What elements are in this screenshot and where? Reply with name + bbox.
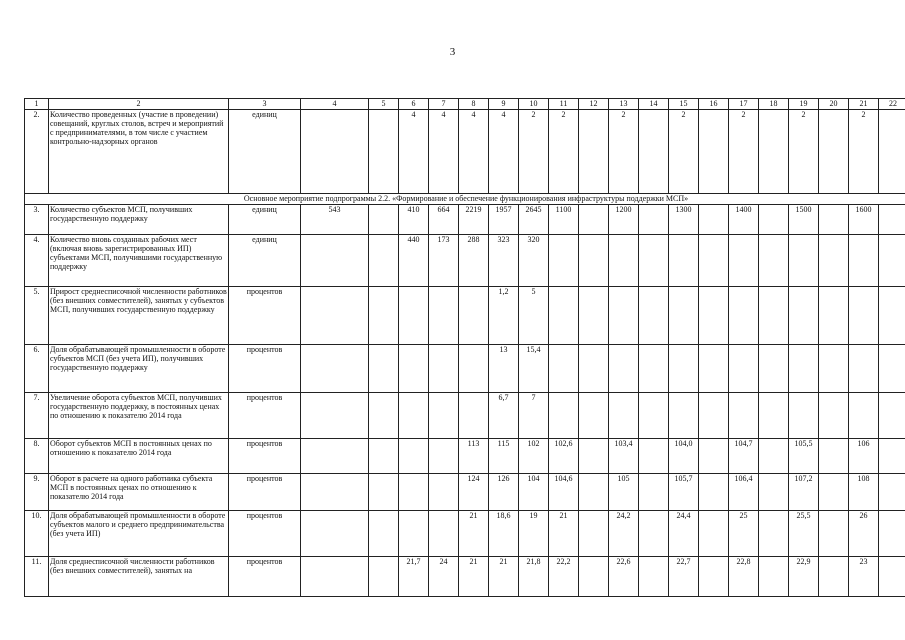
value-cell: 1500 bbox=[789, 205, 819, 235]
value-cell bbox=[549, 393, 579, 439]
value-cell: 21 bbox=[549, 511, 579, 557]
value-cell: 6,7 bbox=[489, 393, 519, 439]
value-cell: 1,2 bbox=[489, 287, 519, 345]
value-cell: 126 bbox=[489, 474, 519, 511]
column-header: 21 bbox=[849, 99, 879, 110]
value-cell bbox=[579, 511, 609, 557]
value-cell: 2 bbox=[849, 110, 879, 194]
value-cell bbox=[579, 235, 609, 287]
table-row bbox=[25, 511, 905, 557]
value-cell bbox=[879, 439, 905, 474]
value-cell bbox=[849, 393, 879, 439]
value-cell: 2 bbox=[549, 110, 579, 194]
indicator-name: Количество проведенных (участие в проведении) совещаний, круглых столов, встреч и мероприятий с предпринимателями, в том числе с участием контрольно-надзорных органов bbox=[49, 110, 229, 194]
value-cell bbox=[759, 110, 789, 194]
value-cell bbox=[399, 287, 429, 345]
value-cell: 19 bbox=[519, 511, 549, 557]
value-cell bbox=[369, 110, 399, 194]
table-row bbox=[25, 557, 905, 597]
value-cell bbox=[699, 205, 729, 235]
value-cell bbox=[609, 393, 639, 439]
value-cell bbox=[759, 474, 789, 511]
value-cell: 2219 bbox=[459, 205, 489, 235]
value-cell bbox=[639, 287, 669, 345]
value-cell bbox=[759, 345, 789, 393]
value-cell: 102,6 bbox=[549, 439, 579, 474]
column-header: 14 bbox=[639, 99, 669, 110]
value-cell: 410 bbox=[399, 205, 429, 235]
value-cell bbox=[639, 110, 669, 194]
value-cell bbox=[819, 205, 849, 235]
value-cell bbox=[579, 110, 609, 194]
value-cell: 2 bbox=[519, 110, 549, 194]
value-cell: 18,6 bbox=[489, 511, 519, 557]
value-cell: 7 bbox=[519, 393, 549, 439]
value-cell bbox=[399, 474, 429, 511]
value-cell: 13 bbox=[489, 345, 519, 393]
value-cell bbox=[759, 557, 789, 597]
value-cell bbox=[639, 235, 669, 287]
value-cell bbox=[699, 345, 729, 393]
value-cell: 113 bbox=[459, 439, 489, 474]
value-cell: 25 bbox=[729, 511, 759, 557]
value-cell bbox=[579, 474, 609, 511]
value-cell: 105,5 bbox=[789, 439, 819, 474]
value-cell bbox=[369, 557, 399, 597]
value-cell bbox=[759, 439, 789, 474]
value-cell: 2 bbox=[669, 110, 699, 194]
column-header: 10 bbox=[519, 99, 549, 110]
value-cell bbox=[549, 235, 579, 287]
value-cell: 26 bbox=[849, 511, 879, 557]
value-cell bbox=[669, 345, 699, 393]
unit-cell: процентов bbox=[229, 287, 301, 345]
column-header: 9 bbox=[489, 99, 519, 110]
value-cell bbox=[879, 393, 905, 439]
table-row bbox=[25, 287, 905, 345]
column-header: 2 bbox=[49, 99, 229, 110]
column-header: 19 bbox=[789, 99, 819, 110]
column-header: 15 bbox=[669, 99, 699, 110]
unit-cell: процентов bbox=[229, 393, 301, 439]
value-cell: 115 bbox=[489, 439, 519, 474]
column-header: 20 bbox=[819, 99, 849, 110]
unit-cell: процентов bbox=[229, 345, 301, 393]
row-number: 11. bbox=[25, 557, 49, 597]
value-cell bbox=[639, 439, 669, 474]
indicator-name: Доля обрабатывающей промышленности в обороте субъектов МСП (без учета ИП), получивших государственную поддержку bbox=[49, 345, 229, 393]
value-cell bbox=[429, 511, 459, 557]
value-cell bbox=[579, 205, 609, 235]
value-cell bbox=[669, 235, 699, 287]
value-cell bbox=[369, 205, 399, 235]
value-cell: 25,5 bbox=[789, 511, 819, 557]
value-cell bbox=[699, 439, 729, 474]
value-cell bbox=[759, 393, 789, 439]
value-cell: 543 bbox=[301, 205, 369, 235]
value-cell bbox=[609, 287, 639, 345]
value-cell bbox=[609, 345, 639, 393]
value-cell: 4 bbox=[399, 110, 429, 194]
value-cell bbox=[429, 393, 459, 439]
value-cell: 106,4 bbox=[729, 474, 759, 511]
value-cell bbox=[301, 235, 369, 287]
value-cell bbox=[639, 474, 669, 511]
value-cell: 1200 bbox=[609, 205, 639, 235]
column-header: 7 bbox=[429, 99, 459, 110]
column-header: 1 bbox=[25, 99, 49, 110]
unit-cell: единиц bbox=[229, 235, 301, 287]
value-cell bbox=[429, 345, 459, 393]
value-cell bbox=[759, 287, 789, 345]
value-cell bbox=[579, 439, 609, 474]
value-cell bbox=[369, 439, 399, 474]
value-cell bbox=[459, 345, 489, 393]
value-cell bbox=[579, 557, 609, 597]
value-cell bbox=[699, 393, 729, 439]
table-row bbox=[25, 393, 905, 439]
value-cell bbox=[819, 110, 849, 194]
value-cell bbox=[759, 205, 789, 235]
value-cell bbox=[301, 557, 369, 597]
value-cell bbox=[579, 287, 609, 345]
value-cell: 1300 bbox=[669, 205, 699, 235]
value-cell bbox=[369, 393, 399, 439]
value-cell bbox=[669, 287, 699, 345]
value-cell bbox=[639, 557, 669, 597]
value-cell bbox=[879, 557, 905, 597]
value-cell bbox=[699, 557, 729, 597]
row-number: 4. bbox=[25, 235, 49, 287]
value-cell bbox=[789, 345, 819, 393]
value-cell: 104 bbox=[519, 474, 549, 511]
value-cell bbox=[819, 393, 849, 439]
value-cell bbox=[849, 345, 879, 393]
value-cell bbox=[399, 511, 429, 557]
value-cell: 21,7 bbox=[399, 557, 429, 597]
value-cell bbox=[301, 393, 369, 439]
indicator-name: Увеличение оборота субъектов МСП, получивших государственную поддержку, в постоянных ценах по отношению к показателю 2014 года bbox=[49, 393, 229, 439]
value-cell bbox=[369, 345, 399, 393]
value-cell bbox=[819, 511, 849, 557]
value-cell bbox=[639, 511, 669, 557]
column-header: 8 bbox=[459, 99, 489, 110]
value-cell: 22,8 bbox=[729, 557, 759, 597]
section-title: Основное мероприятие подпрограммы 2.2. «Формирование и обеспечение функционирования инфраструктуры поддержки МСП» bbox=[25, 194, 905, 205]
row-number: 7. bbox=[25, 393, 49, 439]
value-cell: 102 bbox=[519, 439, 549, 474]
value-cell bbox=[879, 235, 905, 287]
value-cell bbox=[301, 287, 369, 345]
value-cell bbox=[699, 110, 729, 194]
value-cell bbox=[729, 393, 759, 439]
unit-cell: единиц bbox=[229, 110, 301, 194]
column-header: 6 bbox=[399, 99, 429, 110]
table-row bbox=[25, 474, 905, 511]
value-cell bbox=[429, 287, 459, 345]
value-cell bbox=[699, 511, 729, 557]
value-cell bbox=[549, 345, 579, 393]
value-cell: 24,4 bbox=[669, 511, 699, 557]
value-cell: 1957 bbox=[489, 205, 519, 235]
value-cell: 105,7 bbox=[669, 474, 699, 511]
value-cell: 2 bbox=[789, 110, 819, 194]
indicators-table bbox=[24, 98, 905, 597]
value-cell: 21 bbox=[459, 511, 489, 557]
value-cell bbox=[399, 393, 429, 439]
table-row bbox=[25, 439, 905, 474]
value-cell bbox=[639, 205, 669, 235]
value-cell bbox=[609, 235, 639, 287]
column-header: 22 bbox=[879, 99, 905, 110]
value-cell: 105 bbox=[609, 474, 639, 511]
value-cell bbox=[669, 393, 699, 439]
value-cell bbox=[819, 345, 849, 393]
value-cell bbox=[879, 205, 905, 235]
indicator-name: Количество субъектов МСП, получивших государственную поддержку bbox=[49, 205, 229, 235]
value-cell: 1600 bbox=[849, 205, 879, 235]
value-cell: 104,7 bbox=[729, 439, 759, 474]
value-cell bbox=[729, 287, 759, 345]
value-cell: 103,4 bbox=[609, 439, 639, 474]
row-number: 8. bbox=[25, 439, 49, 474]
value-cell: 2 bbox=[729, 110, 759, 194]
value-cell: 24,2 bbox=[609, 511, 639, 557]
value-cell bbox=[579, 393, 609, 439]
value-cell bbox=[429, 439, 459, 474]
value-cell bbox=[819, 235, 849, 287]
value-cell: 4 bbox=[459, 110, 489, 194]
column-number-row bbox=[25, 99, 905, 110]
column-header: 17 bbox=[729, 99, 759, 110]
value-cell: 2 bbox=[609, 110, 639, 194]
column-header: 18 bbox=[759, 99, 789, 110]
value-cell bbox=[639, 345, 669, 393]
value-cell: 104,0 bbox=[669, 439, 699, 474]
value-cell: 323 bbox=[489, 235, 519, 287]
value-cell bbox=[849, 287, 879, 345]
column-header: 12 bbox=[579, 99, 609, 110]
value-cell bbox=[789, 235, 819, 287]
value-cell bbox=[819, 439, 849, 474]
value-cell: 108 bbox=[849, 474, 879, 511]
page-number: 3 bbox=[449, 46, 456, 58]
unit-cell: процентов bbox=[229, 557, 301, 597]
value-cell bbox=[819, 557, 849, 597]
value-cell bbox=[639, 393, 669, 439]
value-cell bbox=[399, 345, 429, 393]
value-cell bbox=[879, 511, 905, 557]
column-header: 16 bbox=[699, 99, 729, 110]
value-cell bbox=[879, 474, 905, 511]
value-cell bbox=[759, 511, 789, 557]
value-cell: 288 bbox=[459, 235, 489, 287]
value-cell bbox=[459, 393, 489, 439]
unit-cell: процентов bbox=[229, 511, 301, 557]
value-cell: 4 bbox=[489, 110, 519, 194]
value-cell bbox=[789, 393, 819, 439]
column-header: 11 bbox=[549, 99, 579, 110]
value-cell bbox=[369, 287, 399, 345]
value-cell: 104,6 bbox=[549, 474, 579, 511]
value-cell bbox=[369, 474, 399, 511]
unit-cell: процентов bbox=[229, 439, 301, 474]
value-cell bbox=[849, 235, 879, 287]
indicator-name: Оборот в расчете на одного работника субъекта МСП в постоянных ценах по отношению к показателю 2014 года bbox=[49, 474, 229, 511]
table-body bbox=[25, 110, 905, 597]
indicator-name: Доля среднесписочной численности работников (без внешних совместителей), занятых на bbox=[49, 557, 229, 597]
value-cell: 1400 bbox=[729, 205, 759, 235]
value-cell bbox=[879, 287, 905, 345]
value-cell: 320 bbox=[519, 235, 549, 287]
value-cell: 1100 bbox=[549, 205, 579, 235]
value-cell bbox=[301, 511, 369, 557]
value-cell: 22,6 bbox=[609, 557, 639, 597]
value-cell bbox=[301, 474, 369, 511]
value-cell bbox=[759, 235, 789, 287]
value-cell bbox=[369, 511, 399, 557]
row-number: 6. bbox=[25, 345, 49, 393]
value-cell: 124 bbox=[459, 474, 489, 511]
value-cell bbox=[819, 474, 849, 511]
value-cell: 21 bbox=[489, 557, 519, 597]
row-number: 9. bbox=[25, 474, 49, 511]
value-cell bbox=[301, 439, 369, 474]
column-header: 13 bbox=[609, 99, 639, 110]
row-number: 2. bbox=[25, 110, 49, 194]
value-cell bbox=[549, 287, 579, 345]
value-cell bbox=[879, 110, 905, 194]
value-cell bbox=[301, 110, 369, 194]
column-header: 3 bbox=[229, 99, 301, 110]
value-cell bbox=[729, 235, 759, 287]
table-row bbox=[25, 345, 905, 393]
value-cell bbox=[459, 287, 489, 345]
value-cell: 440 bbox=[399, 235, 429, 287]
value-cell bbox=[789, 287, 819, 345]
value-cell: 21,8 bbox=[519, 557, 549, 597]
row-number: 10. bbox=[25, 511, 49, 557]
value-cell bbox=[699, 287, 729, 345]
indicator-name: Прирост среднесписочной численности работников (без внешних совместителей), занятых у субъектов МСП, получивших государственную поддержку bbox=[49, 287, 229, 345]
value-cell: 664 bbox=[429, 205, 459, 235]
value-cell bbox=[819, 287, 849, 345]
value-cell bbox=[879, 345, 905, 393]
section-row bbox=[25, 194, 905, 205]
value-cell: 23 bbox=[849, 557, 879, 597]
value-cell: 15,4 bbox=[519, 345, 549, 393]
value-cell: 106 bbox=[849, 439, 879, 474]
value-cell: 22,9 bbox=[789, 557, 819, 597]
value-cell bbox=[369, 235, 399, 287]
value-cell bbox=[301, 345, 369, 393]
row-number: 3. bbox=[25, 205, 49, 235]
unit-cell: процентов bbox=[229, 474, 301, 511]
value-cell bbox=[579, 345, 609, 393]
value-cell: 173 bbox=[429, 235, 459, 287]
indicator-name: Оборот субъектов МСП в постоянных ценах по отношению к показателю 2014 года bbox=[49, 439, 229, 474]
value-cell bbox=[399, 439, 429, 474]
value-cell: 22,2 bbox=[549, 557, 579, 597]
value-cell: 22,7 bbox=[669, 557, 699, 597]
table-row bbox=[25, 235, 905, 287]
value-cell: 5 bbox=[519, 287, 549, 345]
value-cell bbox=[429, 474, 459, 511]
value-cell: 4 bbox=[429, 110, 459, 194]
indicator-name: Доля обрабатывающей промышленности в обороте субъектов малого и среднего предпринимательства (без учета ИП) bbox=[49, 511, 229, 557]
value-cell bbox=[699, 474, 729, 511]
table-row bbox=[25, 110, 905, 194]
value-cell bbox=[729, 345, 759, 393]
value-cell: 24 bbox=[429, 557, 459, 597]
value-cell: 107,2 bbox=[789, 474, 819, 511]
row-number: 5. bbox=[25, 287, 49, 345]
indicator-name: Количество вновь созданных рабочих мест (включая вновь зарегистрированных ИП) субъектами МСП, получившими государственную поддержку bbox=[49, 235, 229, 287]
unit-cell: единиц bbox=[229, 205, 301, 235]
column-header: 5 bbox=[369, 99, 399, 110]
value-cell bbox=[699, 235, 729, 287]
table-row bbox=[25, 205, 905, 235]
value-cell: 2645 bbox=[519, 205, 549, 235]
column-header: 4 bbox=[301, 99, 369, 110]
value-cell: 21 bbox=[459, 557, 489, 597]
